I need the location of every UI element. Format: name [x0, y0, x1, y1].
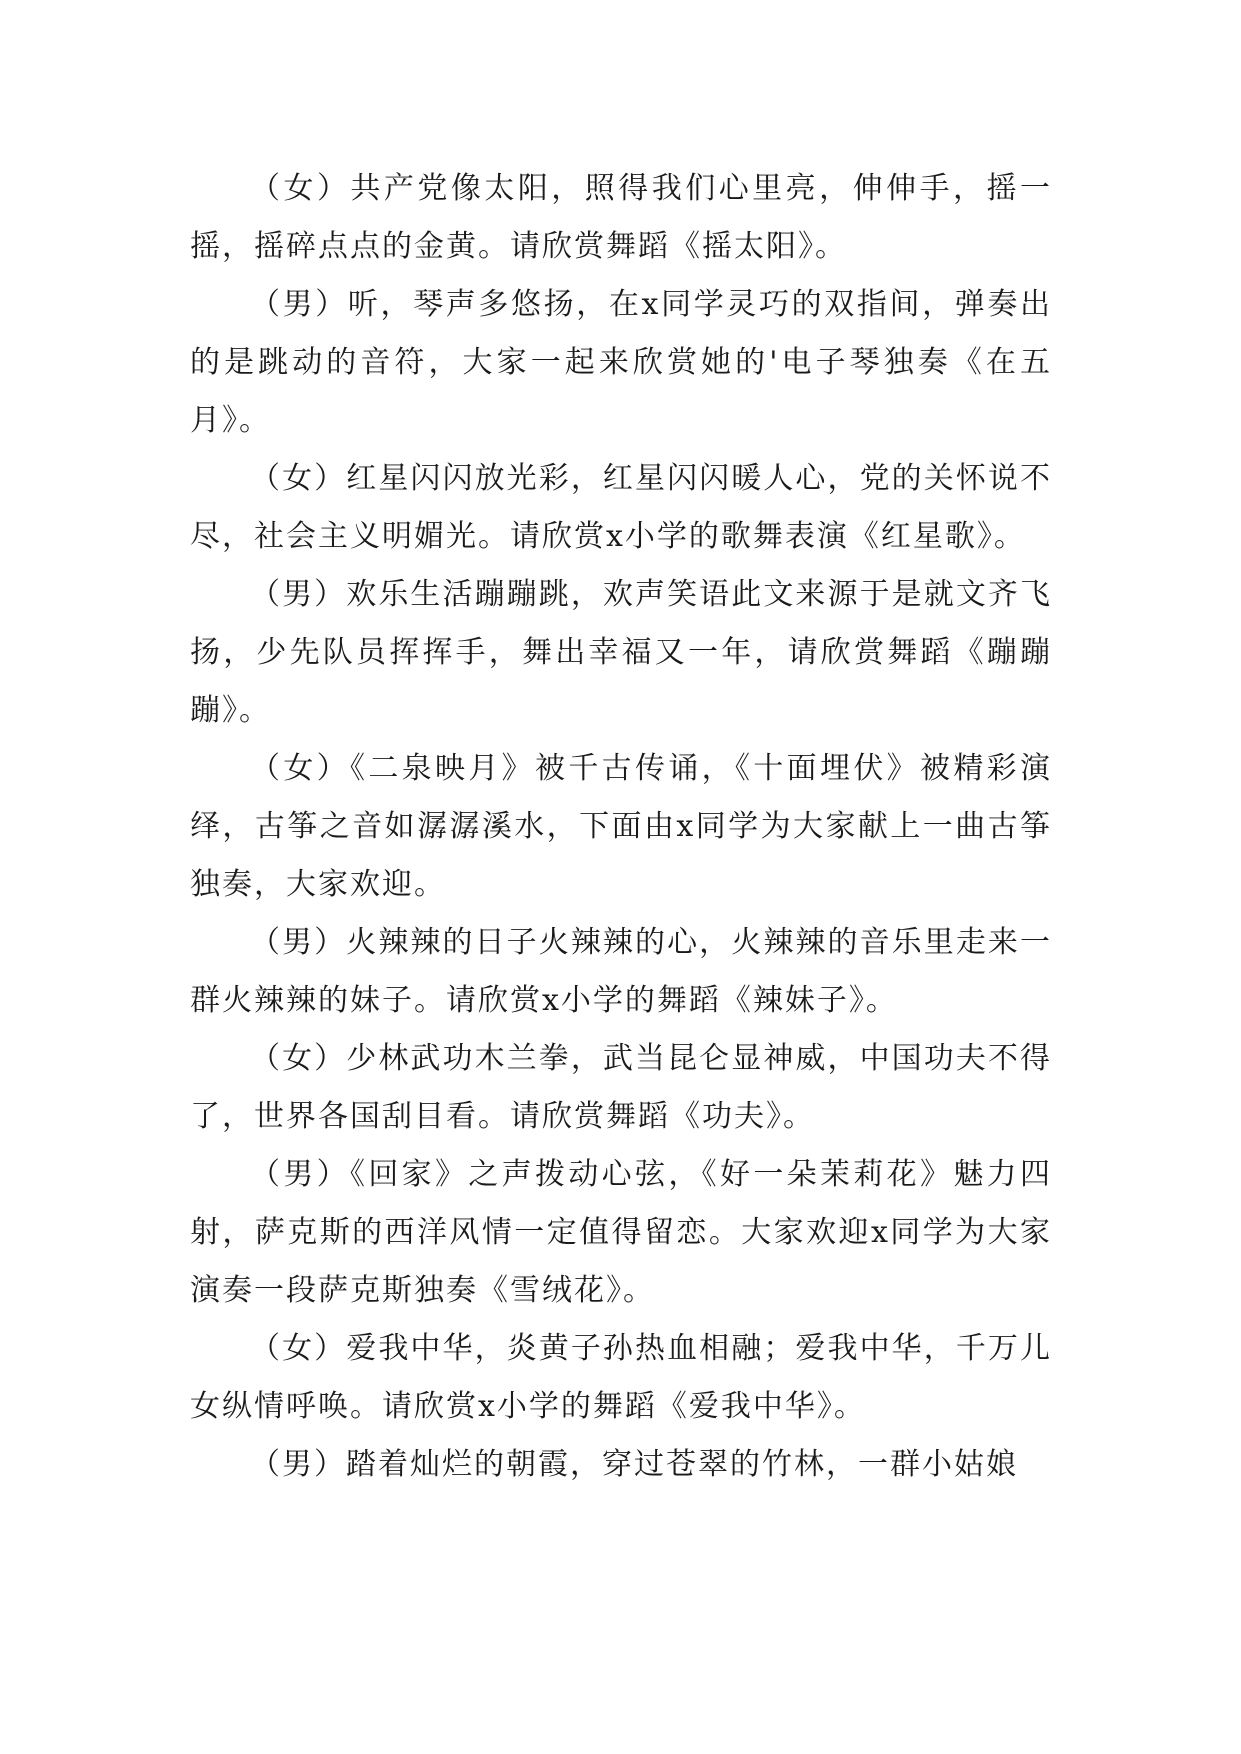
paragraph-7: （女）少林武功木兰拳，武当昆仑显神威，中国功夫不得了，世界各国刮目看。请欣赏舞蹈《功夫》。 — [190, 1041, 1052, 1134]
paragraph-9: （女）爱我中华，炎黄子孙热血相融；爱我中华，千万儿女纵情呼唤。请欣赏x小学的舞蹈《爱我中华》。 — [190, 1331, 1052, 1424]
paragraph-10: （男）踏着灿烂的朝霞，穿过苍翠的竹林，一群小姑娘 — [250, 1447, 1018, 1482]
paragraph-6: （男）火辣辣的日子火辣辣的心，火辣辣的音乐里走来一群火辣辣的妹子。请欣赏x小学的舞蹈《辣妹子》。 — [190, 925, 1052, 1018]
paragraph-4: （男）欢乐生活蹦蹦跳，欢声笑语此文来源于是就文齐飞扬，少先队员挥挥手，舞出幸福又一年，请欣赏舞蹈《蹦蹦蹦》。 — [190, 577, 1052, 728]
paragraph-3: （女）红星闪闪放光彩，红星闪闪暖人心，党的关怀说不尽，社会主义明媚光。请欣赏x小学的歌舞表演《红星歌》。 — [190, 461, 1052, 554]
paragraph-8: （男）《回家》之声拨动心弦，《好一朵茉莉花》魅力四射，萨克斯的西洋风情一定值得留恋。大家欢迎x同学为大家演奏一段萨克斯独奏《雪绒花》。 — [190, 1157, 1052, 1308]
paragraph-1: （女）共产党像太阳，照得我们心里亮，伸伸手，摇一摇，摇碎点点的金黄。请欣赏舞蹈《摇太阳》。 — [190, 171, 1052, 264]
paragraph-2: （男）听，琴声多悠扬，在x同学灵巧的双指间，弹奏出的是跳动的音符，大家一起来欣赏她的'电子琴独奏《在五月》。 — [190, 287, 1052, 438]
document-body — [190, 160, 1052, 1494]
paragraph-5: （女）《二泉映月》被千古传诵，《十面埋伏》被精彩演绎，古筝之音如潺潺溪水，下面由x同学为大家献上一曲古筝独奏，大家欢迎。 — [190, 751, 1052, 902]
